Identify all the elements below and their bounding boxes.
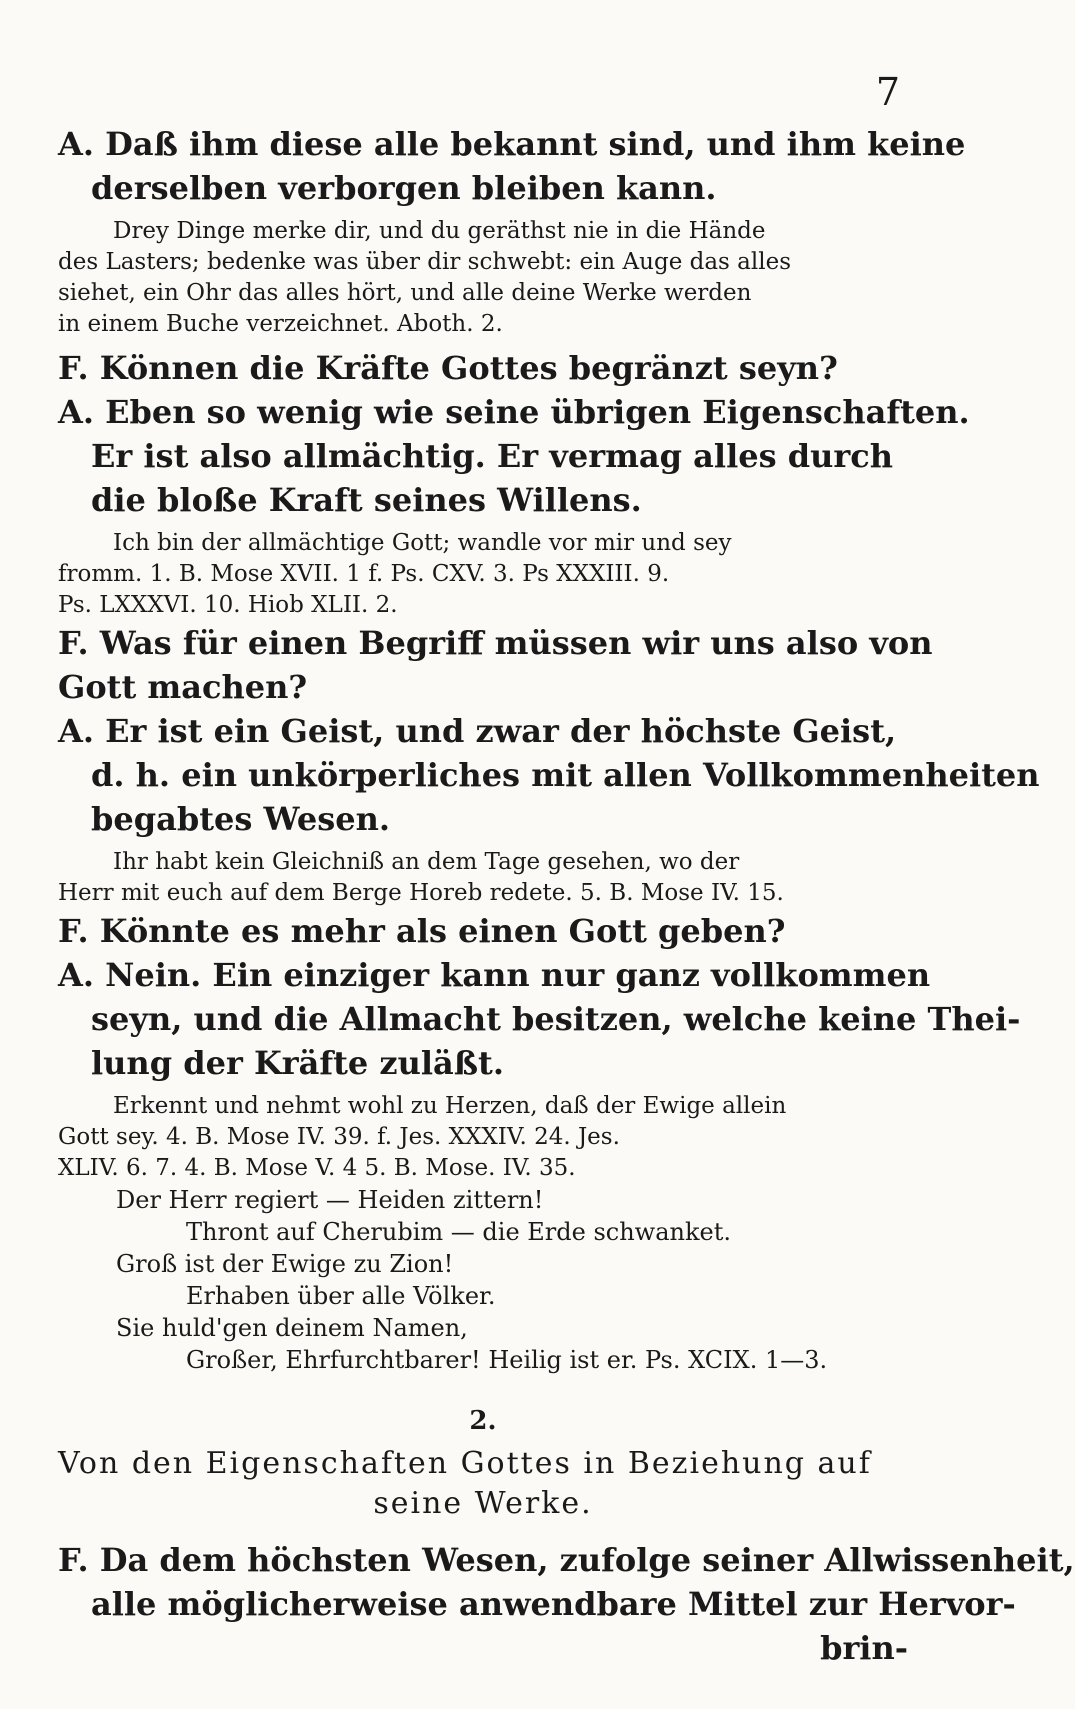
note-line: Erkennt und nehmt wohl zu Herzen, daß der Ewige allein [113, 1093, 787, 1119]
answer-block-1 [58, 122, 966, 210]
section-number: 2. [469, 1406, 497, 1436]
page-number: 7 [875, 70, 900, 114]
text-line: A. Eben so wenig wie seine übrigen Eigenschaften. [58, 393, 970, 431]
text-line: alle möglicherweise anwendbare Mittel zur Hervor- [91, 1585, 1016, 1623]
answer-block-2 [58, 390, 970, 522]
answer-block-4 [58, 953, 1021, 1085]
text-line: F. Was für einen Begriff müssen wir uns also von [58, 624, 933, 662]
text-line: F. Da dem höchsten Wesen, zufolge seiner Allwissenheit, [58, 1541, 1075, 1579]
answer-block-3 [58, 709, 1040, 841]
page-content [58, 122, 1075, 1670]
text-line: F. Könnte es mehr als einen Gott geben? [58, 912, 786, 950]
heading-line: seine Werke. [373, 1486, 593, 1521]
question-2 [58, 621, 933, 709]
verse-line: Groß ist der Ewige zu Zion! [116, 1250, 454, 1278]
text-line: brin- [820, 1629, 908, 1667]
scripture-note-2 [58, 528, 908, 621]
scripture-note-3 [58, 847, 908, 909]
text-line: lung der Kräfte zuläßt. [91, 1044, 504, 1082]
text-line: Gott machen? [58, 668, 308, 706]
note-line: Ihr habt kein Gleichniß an dem Tage gesehen, wo der [113, 849, 740, 875]
verse-line: Großer, Ehrfurchtbarer! Heilig ist er. Ps. XCIX. 1—3. [186, 1346, 828, 1374]
question-3 [58, 909, 908, 953]
scripture-note-1 [58, 216, 908, 340]
note-line: Ps. LXXXVI. 10. Hiob XLII. 2. [58, 592, 398, 618]
text-line: A. Er ist ein Geist, und zwar der höchste Geist, [58, 712, 897, 750]
text-line: derselben verborgen bleiben kann. [91, 169, 717, 207]
note-line: siehet, ein Ohr das alles hört, und alle deine Werke werden [58, 280, 752, 306]
verse-line: Sie huld'gen deinem Namen, [116, 1314, 468, 1342]
note-line: Gott sey. 4. B. Mose IV. 39. f. Jes. XXXIV. 24. Jes. [58, 1124, 620, 1150]
text-line: die bloße Kraft seines Willens. [91, 481, 642, 519]
note-line: Ich bin der allmächtige Gott; wandle vor mir und sey [113, 530, 732, 556]
note-line: XLIV. 6. 7. 4. B. Mose V. 4 5. B. Mose. IV. 35. [58, 1155, 576, 1181]
text-line: F. Können die Kräfte Gottes begränzt seyn? [58, 349, 838, 387]
verse-line: Erhaben über alle Völker. [186, 1282, 496, 1310]
note-line: des Lasters; bedenke was über dir schwebt: ein Auge das alles [58, 249, 792, 275]
heading-line: Von den Eigenschaften Gottes in Beziehung auf [58, 1446, 872, 1481]
text-line: begabtes Wesen. [91, 800, 390, 838]
text-line: A. Nein. Ein einziger kann nur ganz vollkommen [58, 956, 931, 994]
text-line: A. Daß ihm diese alle bekannt sind, und ihm keine [58, 125, 966, 163]
question-1 [58, 346, 908, 390]
text-line: d. h. ein unkörperliches mit allen Vollkommenheiten [91, 756, 1040, 794]
question-4 [58, 1538, 1075, 1670]
scripture-note-4 [58, 1091, 908, 1184]
text-line: Er ist also allmächtig. Er vermag alles durch [91, 437, 893, 475]
section-heading [58, 1444, 908, 1524]
note-line: in einem Buche verzeichnet. Aboth. 2. [58, 311, 503, 337]
note-line: Drey Dinge merke dir, und du geräthst nie in die Hände [113, 218, 766, 244]
note-line: fromm. 1. B. Mose XVII. 1 f. Ps. CXV. 3. Ps XXXIII. 9. [58, 561, 670, 587]
verse-line: Der Herr regiert — Heiden zittern! [116, 1186, 544, 1214]
text-line: seyn, und die Allmacht besitzen, welche keine Thei- [91, 1000, 1021, 1038]
verse-line: Thront auf Cherubim — die Erde schwanket. [186, 1218, 732, 1246]
note-line: Herr mit euch auf dem Berge Horeb redete. 5. B. Mose IV. 15. [58, 880, 784, 906]
psalm-verse [58, 1184, 908, 1376]
